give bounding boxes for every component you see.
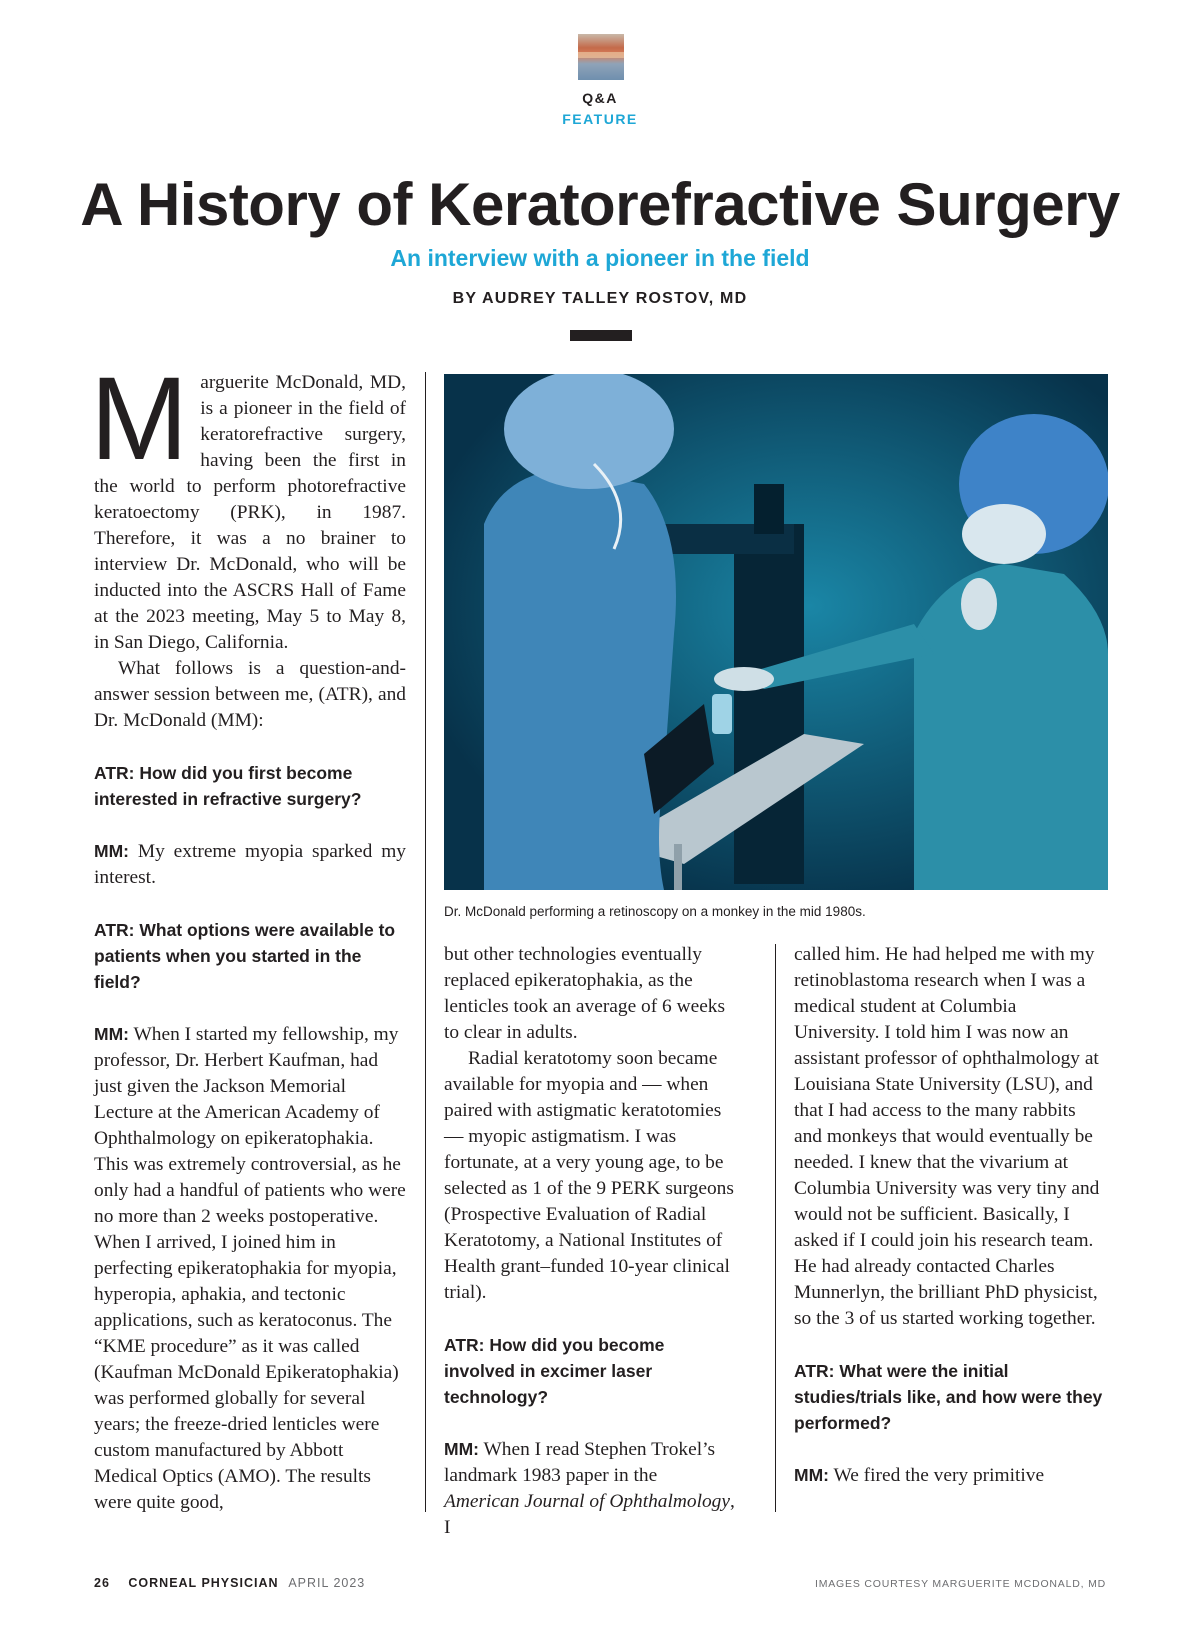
page-number: 26 — [94, 1576, 110, 1590]
drop-cap: M — [90, 353, 189, 485]
surgery-photo — [444, 374, 1108, 890]
answer-3 — [444, 1436, 736, 1541]
article-column-3 — [794, 942, 1106, 1489]
issue-date: APRIL 2023 — [288, 1576, 366, 1590]
answer-text: , I — [444, 1491, 735, 1538]
intro-paragraph-2: What follows is a question-and-answer session between me, (ATR), and Dr. McDonald (MM): — [94, 658, 406, 731]
section-label: FEATURE — [562, 111, 638, 127]
paragraph: called him. He had helped me with my retinoblastoma research when I was a medical student at Columbia University. I told him I was now an assistant professor of ophthalmology at Louisiana State University (LSU), and that I had access to the many rabbits and monkeys that would eventually be needed. I knew that the vivarium at Columbia University was very tiny and would not be sufficient. Basically, I asked if I could join his research team. He had already contacted Charles Munnerlyn, the brilliant PhD physicist, so the 3 of us started working together. — [794, 944, 1100, 1329]
column-divider — [425, 372, 426, 1512]
answer-text: My extreme myopia sparked my interest. — [94, 841, 406, 888]
page-footer — [94, 1576, 365, 1590]
speaker-label: MM: — [94, 1024, 129, 1044]
article-byline: BY AUDREY TALLEY ROSTOV, MD — [452, 290, 748, 307]
answer-text: When I started my fellowship, my professor, Dr. Herbert Kaufman, had just given the Jackson Memorial Lecture at the American Academy of Ophthalmology on epikeratophakia. This was extremely controversial, as he only had a handful of patients who were no more than 2 weeks postoperative. When I arrived, I joined him in perfecting epikeratophakia for myopia, hyperopia, aphakia, and tectonic applications, such as keratoconus. The “KME procedure” as it was called (Kaufman McDonald Epikeratophakia) was performed globally for several years; the freeze-dried lenticles were custom manufactured by Abbott Medical Optics (AMO). The results were quite good, — [94, 1024, 406, 1513]
answer-1 — [94, 838, 406, 891]
answer-2 — [94, 1021, 406, 1516]
title-divider-bar — [570, 330, 632, 341]
speaker-label: MM: — [94, 841, 129, 861]
article-title: A History of Keratorefractive Surgery — [80, 171, 1120, 238]
column-divider — [775, 944, 776, 1512]
section-kicker: Q&A — [582, 90, 618, 106]
article-column-1 — [90, 353, 406, 1516]
question-2: ATR: What options were available to patients when you started in the field? — [94, 920, 396, 992]
article-column-2 — [444, 942, 736, 1541]
paragraph: but other technologies eventually replaced epikeratophakia, as the lenticles took an average of 6 weeks to clear in adults. — [444, 944, 726, 1043]
question-3: ATR: How did you become involved in excimer laser technology? — [444, 1335, 665, 1407]
answer-text: When I read Stephen Trokel’s landmark 1983 paper in the — [444, 1439, 716, 1486]
speaker-label: MM: — [444, 1439, 479, 1459]
speaker-label: MM: — [794, 1465, 829, 1485]
intro-text: arguerite McDonald, MD, is a pioneer in the field of keratorefractive surgery, having been the first in the world to perform photorefractive keratoectomy (PRK), in 1987. Therefore, it was a no brainer to interview Dr. McDonald, who will be inducted into the ASCRS Hall of Fame at the 2023 meeting, May 5 to May 8, in San Diego, California. — [94, 372, 406, 653]
magazine-name: CORNEAL PHYSICIAN — [128, 1576, 279, 1590]
article-subtitle: An interview with a pioneer in the field — [390, 245, 810, 271]
answer-4 — [794, 1462, 1106, 1489]
intro-paragraph — [90, 353, 406, 656]
answer-text: We fired the very primitive — [828, 1465, 1045, 1486]
paragraph: Radial keratotomy soon became available for myopia and — when paired with astigmatic keratotomies — myopic astigmatism. I was fortunate, at a very young age, to be selected as 1 of the 9 PERK surgeons (Prospective Evaluation of Radial Keratotomy, a National Institutes of Health grant–funded 10-year clinical trial). — [444, 1048, 734, 1303]
header-thumbnail-image — [578, 34, 624, 80]
question-4: ATR: What were the initial studies/trials like, and how were they performed? — [794, 1361, 1103, 1433]
journal-title: American Journal of Ophthalmology — [444, 1491, 730, 1512]
question-1: ATR: How did you first become interested in refractive surgery? — [94, 763, 362, 809]
photo-caption: Dr. McDonald performing a retinoscopy on a monkey in the mid 1980s. — [444, 904, 866, 919]
image-credit: IMAGES COURTESY MARGUERITE MCDONALD, MD — [814, 1578, 1106, 1590]
